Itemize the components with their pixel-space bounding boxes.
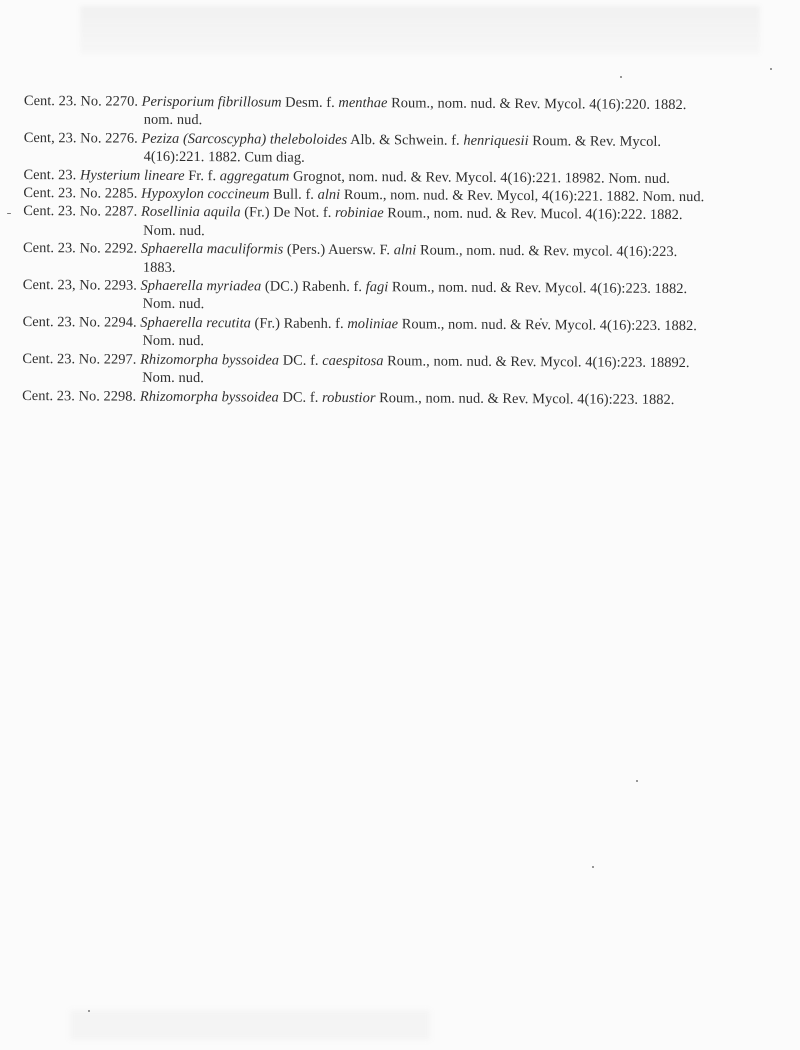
entry-cent: Cent. 23. No. 2285. (23, 185, 138, 202)
entry-cent: Cent. 23. (23, 166, 77, 183)
entry-text: (Pers.) Auersw. F. (283, 241, 394, 259)
list-item (22, 350, 712, 391)
entry-cent: Cent. 23. No. 2287. (23, 203, 138, 221)
list-item (23, 239, 713, 280)
entry-cent: Cent. 23. No. 2298. (22, 387, 137, 405)
scan-speck (770, 68, 772, 70)
bleed-through-top (80, 6, 760, 54)
list-item (23, 276, 713, 317)
entry-form: caespitosa (322, 352, 384, 369)
list-item (22, 313, 712, 354)
entry-text: (Fr.) Rabenh. f. (250, 315, 348, 332)
entry-text: DC. f. (279, 352, 323, 369)
entry-cent: Cent. 23. No. 2292. (22, 240, 138, 257)
entry-taxon: Hypoxylon coccineum (141, 185, 270, 203)
scan-speck (592, 866, 594, 868)
entry-form: moliniae (347, 315, 399, 333)
entry-form: menthae (338, 94, 388, 112)
entry-form: henriquesii (463, 132, 529, 149)
entry-cent: Cent, 23. No. 2276. (23, 129, 138, 147)
scan-speck (620, 76, 622, 78)
list-item (22, 386, 712, 409)
entry-text: (DC.) Rabenh. f. (261, 278, 366, 296)
entry-taxon: Rhizomorpha byssoidea (140, 351, 280, 369)
entry-text: Desm. f. (281, 94, 339, 111)
entry-taxon: Peziza (Sarcoscypha) theleboloides (141, 130, 348, 148)
entry-list (22, 92, 714, 409)
entry-text: Roum., nom. nud. & Rev. Mycol. 4(16):223. 18892. Nom. nud. (142, 352, 690, 387)
entry-form: aggregatum (219, 167, 290, 185)
entry-text: Grognot, nom. nud. & Rev. Mycol. 4(16):221. 18982. Nom. nud. (289, 168, 671, 187)
scan-speck (636, 780, 638, 782)
entry-taxon: Sphaerella recutita (140, 314, 251, 332)
entry-text: Alb. & Schwein. f. (347, 131, 464, 149)
bleed-through-bottom (70, 1010, 430, 1040)
entry-form: robiniae (334, 205, 384, 222)
entry-text: Roum. & Rev. Mycol. 4(16):221. 1882. Cum diag. (143, 132, 662, 166)
entry-text: Roum., nom. nud. & Rev. Mycol. 4(16):223. 1882. Nom. nud. (142, 316, 698, 350)
list-item (23, 202, 713, 243)
entry-cent: Cent. 23. No. 2294. (22, 313, 137, 331)
entry-cent: Cent. 23. No. 2270. (23, 92, 139, 110)
entry-text: Roum., nom. nud. & Rev. mycol. 4(16):223. 1883. (142, 242, 678, 276)
scan-speck (88, 1010, 90, 1012)
entry-text: (Fr.) De Not. f. (240, 204, 336, 222)
entry-text: Roum., nom. nud. & Rev. Mycol. 4(16):220. 1882. nom. nud. (143, 95, 687, 129)
scan-speck (7, 213, 11, 214)
entry-form: robustior (321, 389, 376, 406)
entry-text: Fr. f. (184, 167, 220, 184)
entry-taxon: Perisporium fibrillosum (141, 93, 282, 111)
entry-text: Roum., nom. nud. & Rev. Mucol. 4(16):222. 1882. Nom. nud. (143, 205, 683, 239)
list-item (24, 129, 714, 170)
entry-taxon: Rhizomorpha byssoidea (139, 388, 279, 406)
entry-cent: Cent. 23. No. 2297. (22, 350, 137, 368)
entry-taxon: Sphaerella myriadea (140, 277, 262, 295)
entry-form: alni (393, 242, 417, 259)
entry-cent: Cent. 23, No. 2293. (22, 277, 137, 294)
entry-text: Roum., nom. nud. & Rev. Mycol, 4(16):221. 1882. Nom. nud. (340, 186, 705, 206)
entry-text: Roum., nom. nud. & Rev. Mycol. 4(16):223. 1882. Nom. nud. (142, 279, 688, 313)
entry-text: Bull. f. (269, 186, 318, 203)
entry-text: DC. f. (278, 389, 323, 406)
entry-form: fagi (365, 279, 389, 296)
entry-text: Roum., nom. nud. & Rev. Mycol. 4(16):223. 1882. (375, 389, 675, 408)
entry-taxon: Sphaerella maculiformis (140, 240, 284, 258)
entry-form: alni (317, 186, 341, 203)
list-item (24, 92, 714, 133)
entry-taxon: Hysterium lineare (79, 166, 185, 184)
entry-taxon: Rosellinia aquila (140, 204, 241, 221)
